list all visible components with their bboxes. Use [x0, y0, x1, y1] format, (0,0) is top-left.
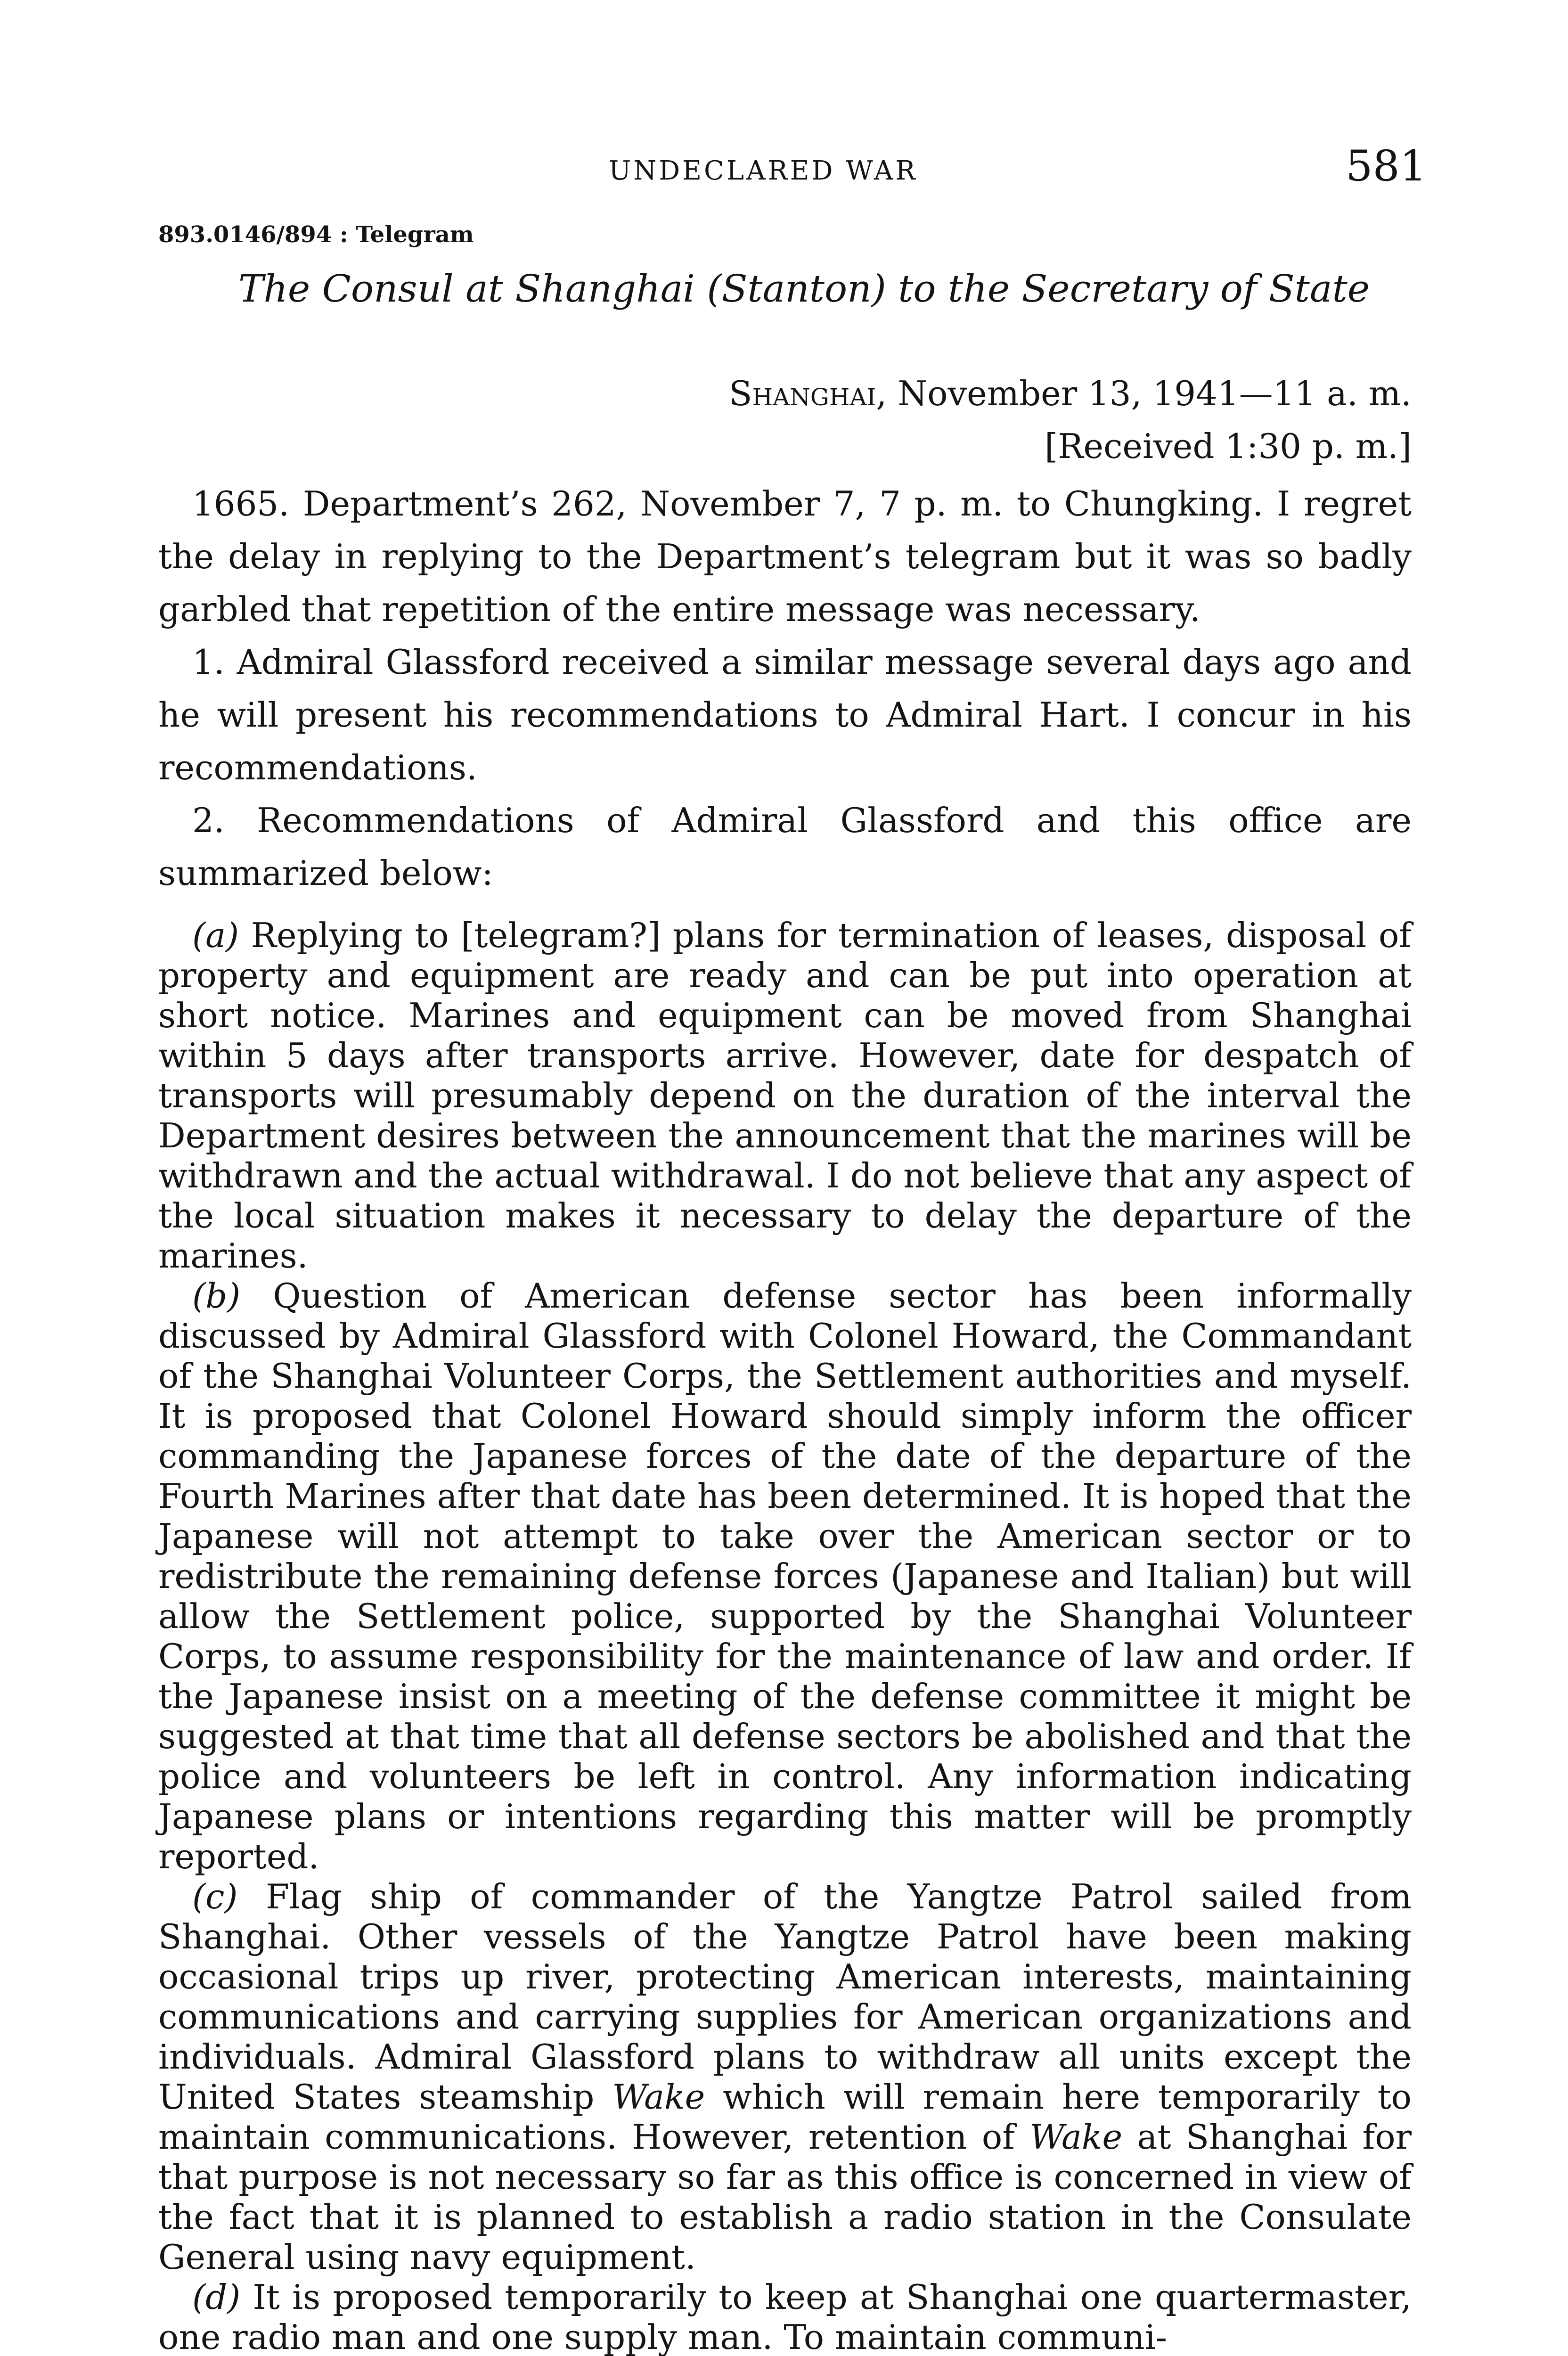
subparagraph-a-label: (a): [192, 916, 239, 955]
subparagraph-b-label: (b): [192, 1276, 241, 1316]
paragraph-2: 2. Recommendations of Admiral Glassford and this office are summarized below:: [158, 801, 1412, 893]
subparagraph-b: [158, 1276, 1412, 1877]
dateline-place: Shanghai,: [729, 374, 887, 413]
subparagraph-c-text-3: at Shanghai for that purpose is not necessary so far as this office is concerned in view of the fact that it is planned to establish a radio station in the Consulate General using navy equipment.: [158, 2117, 1412, 2277]
subparagraph-d-label: (d): [192, 2277, 241, 2317]
dateline-date: November 13, 1941—11 a. m.: [887, 374, 1412, 413]
subparagraph-d: [158, 2277, 1412, 2356]
running-header: [158, 132, 1427, 191]
subparagraph-d-text: It is proposed temporarily to keep at Shanghai one quartermaster, one radio man and one supply man. To maintain communi-: [158, 2277, 1412, 2356]
subparagraph-c-text-2: which will remain here temporarily to maintain communications. However, retention of: [158, 2077, 1412, 2157]
ship-name-wake: Wake: [1029, 2117, 1123, 2157]
paragraph-intro: 1665. Department’s 262, November 7, 7 p. m. to Chungking. I regret the delay in replying to the Department’s telegram but it was so badly garbled that repetition of the entire message was necessary.: [158, 484, 1412, 629]
document-title: The Consul at Shanghai (Stanton) to the Secretary of State: [238, 267, 1370, 311]
subparagraph-c-label: (c): [192, 1877, 238, 1916]
paragraph-1: 1. Admiral Glassford received a similar message several days ago and he will present his recommendations to Admiral Hart. I concur in his recommendations.: [158, 642, 1412, 787]
file-reference: 893.0146/894 : Telegram: [158, 221, 474, 248]
subparagraph-a: [158, 916, 1412, 1276]
dateline-received: [Received 1:30 p. m.]: [1045, 426, 1412, 466]
dateline-sent: [158, 367, 1412, 420]
subparagraph-c-text-1: Flag ship of commander of the Yangtze Patrol sailed from Shanghai. Other vessels of the Yangtze Patrol have been making occasional trips up river, protecting American interests, maintaining communications and carrying supplies for American organizations and individuals. Admiral Glassford plans to withdraw all units except the United States steamship: [158, 1877, 1412, 2117]
dateline: [158, 367, 1412, 473]
recommendations: [158, 916, 1412, 2356]
page-number: 581: [1346, 141, 1427, 191]
subparagraph-b-text: Question of American defense sector has been informally discussed by Admiral Glassford with Colonel Howard, the Commandant of the Shanghai Volunteer Corps, the Settlement authorities and myself. It is proposed that Colonel Howard should simply inform the officer commanding the Japanese forces of the date of the departure of the Fourth Marines after that date has been determined. It is hoped that the Japanese will not attempt to take over the American sector or to redistribute the remaining defense forces (Japanese and Italian) but will allow the Settlement police, supported by the Shanghai Volunteer Corps, to assume responsibility for the maintenance of law and order. If the Japanese insist on a meeting of the defense committee it might be suggested at that time that all defense sectors be abolished and that the police and volunteers be left in control. Any information indicating Japanese plans or intentions regarding this matter will be promptly reported.: [158, 1276, 1412, 1876]
ship-name-wake: Wake: [612, 2077, 705, 2117]
subparagraph-a-text: Replying to [telegram?] plans for termination of leases, disposal of property and equipment are ready and can be put into operation at short notice. Marines and equipment can be moved from Shanghai within 5 days after transports arrive. However, date for despatch of transports will presumably depend on the duration of the interval the Department desires between the announcement that the marines will be withdrawn and the actual withdrawal. I do not believe that any aspect of the local situation makes it necessary to delay the departure of the marines.: [158, 916, 1412, 1276]
subparagraph-c: [158, 1877, 1412, 2277]
document-page: [158, 132, 1427, 2356]
running-title: UNDECLARED WAR: [609, 155, 918, 186]
telegram-body: [158, 477, 1412, 900]
